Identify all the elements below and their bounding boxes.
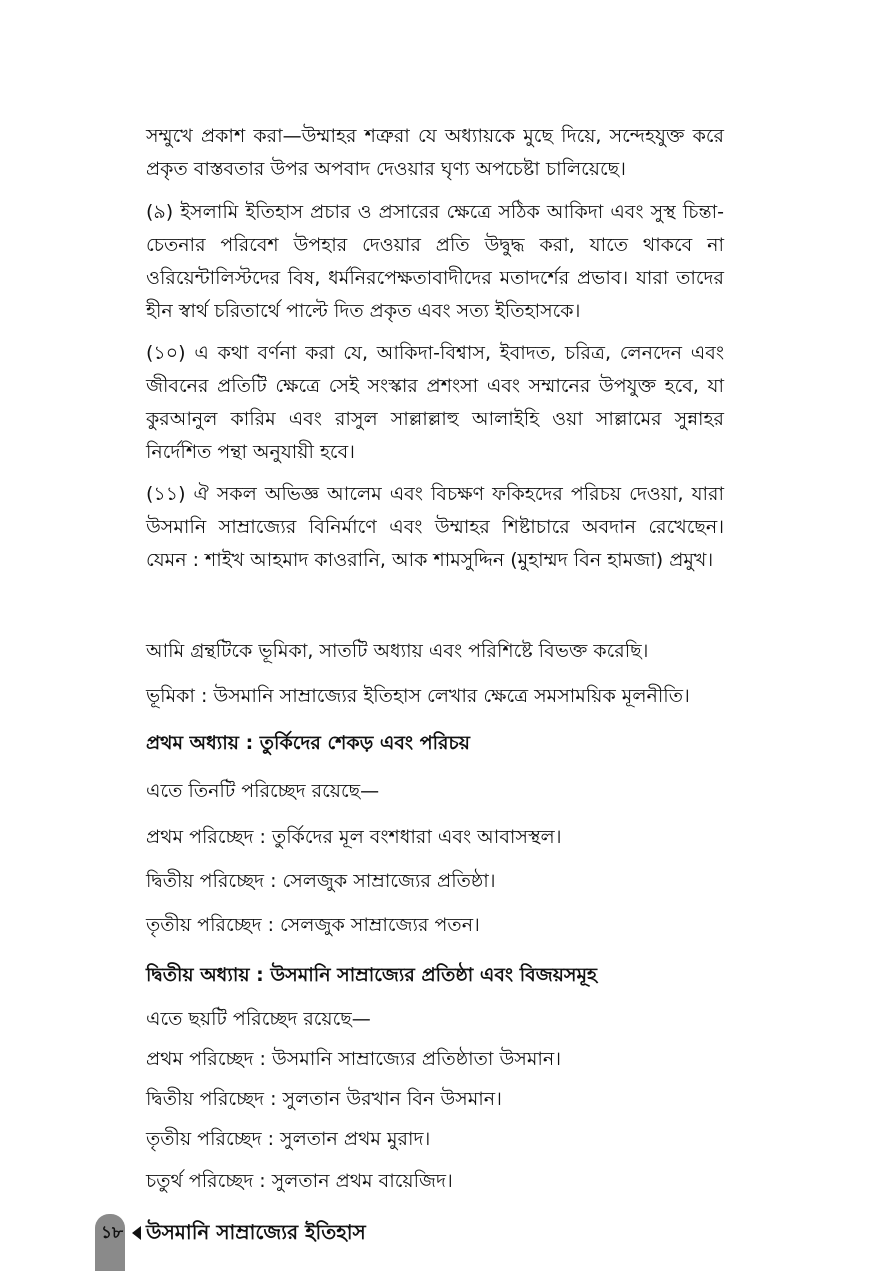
point-10-paragraph: (১০) এ কথা বর্ণনা করা যে, আকিদা-বিশ্বাস, ইবাদত, চরিত্র, লেনদেন এবং জীবনের প্রতিটি ক্ষেত্রে সেই সংস্কার প্রশংসা এবং সম্মানের উপযুক্ত হবে, যা কুরআনুল কারিম এবং রাসুল সাল্লাল্লাহু আলাইহি ওয়া সাল্লামের সুন্নাহর নির্দেশিত পন্থা অনুযায়ী হবে। <box>146 342 724 463</box>
chapter-1-section: তৃতীয় পরিচ্ছেদ : সেলজুক সাম্রাজ্যের পতন। <box>146 914 480 936</box>
chapter-1-heading: প্রথম অধ্যায় : তুর্কিদের শেকড় এবং পরিচয় <box>146 732 470 754</box>
chapter-2-heading: দ্বিতীয় অধ্যায় : উসমানি সাম্রাজ্যের প্রতিষ্ঠা এবং বিজয়সমূহ <box>146 964 597 986</box>
running-footer-title: উসমানি সাম্রাজ্যের ইতিহাস <box>146 1220 366 1244</box>
chapter-2-section: প্রথম পরিচ্ছেদ : উসমানি সাম্রাজ্যের প্রতিষ্ঠাতা উসমান। <box>146 1048 562 1070</box>
point-9-paragraph: (৯) ইসলামি ইতিহাস প্রচার ও প্রসারের ক্ষেত্রে সঠিক আকিদা এবং সুস্থ চিন্তা-চেতনার পরিবেশ উপহার দেওয়ার প্রতি উদ্বুদ্ধ করা, যাতে থাকবে না ওরিয়েন্টালিস্টদের বিষ, ধর্মনিরপেক্ষতাবাদীদের মতাদর্শের প্রভাব। যারা তাদের হীন স্বার্থ চরিতার্থে পাল্টে দিত প্রকৃত এবং সত্য ইতিহাসকে। <box>146 201 724 322</box>
chapter-2-section: চতুর্থ পরিচ্ছেদ : সুলতান প্রথম বায়েজিদ। <box>146 1170 453 1192</box>
preface-line: ভূমিকা : উসমানি সাম্রাজ্যের ইতিহাস লেখার ক্ষেত্রে সমসাময়িক মূলনীতি। <box>146 685 690 707</box>
chapter-1-intro: এতে তিনটি পরিচ্ছেদ রয়েছে— <box>146 780 380 802</box>
chapter-1-section: দ্বিতীয় পরিচ্ছেদ : সেলজুক সাম্রাজ্যের প্রতিষ্ঠা। <box>146 870 496 892</box>
intro-paragraph: সম্মুখে প্রকাশ করা—উম্মাহর শত্রুরা যে অধ্যায়কে মুছে দিয়ে, সন্দেহযুক্ত করে প্রকৃত বাস্তবতার উপর অপবাদ দেওয়ার ঘৃণ্য অপচেষ্টা চালিয়েছে। <box>146 125 724 180</box>
chapter-2-section: দ্বিতীয় পরিচ্ছেদ : সুলতান উরখান বিন উসমান। <box>146 1088 502 1110</box>
chapter-1-section: প্রথম পরিচ্ছেদ : তুর্কিদের মূল বংশধারা এবং আবাসস্থল। <box>146 826 562 848</box>
chapter-2-section: তৃতীয় পরিচ্ছেদ : সুলতান প্রথম মুরাদ। <box>146 1128 431 1150</box>
point-11-paragraph: (১১) ঐ সকল অভিজ্ঞ আলেম এবং বিচক্ষণ ফকিহদের পরিচয় দেওয়া, যারা উসমানি সাম্রাজ্যের বিনির্মাণে এবং উম্মাহর শিষ্টাচারে অবদান রেখেছেন। যেমন : শাইখ আহমাদ কাওরানি, আক শামসুদ্দিন (মুহাম্মদ বিন হামজা) প্রমুখ। <box>146 483 724 571</box>
chapter-2-intro: এতে ছয়টি পরিচ্ছেদ রয়েছে— <box>146 1008 371 1030</box>
triangle-left-icon <box>132 1226 141 1240</box>
page-number: ১৮ <box>101 1223 124 1243</box>
division-note: আমি গ্রন্থটিকে ভূমিকা, সাতটি অধ্যায় এবং পরিশিষ্টে বিভক্ত করেছি। <box>146 640 649 662</box>
